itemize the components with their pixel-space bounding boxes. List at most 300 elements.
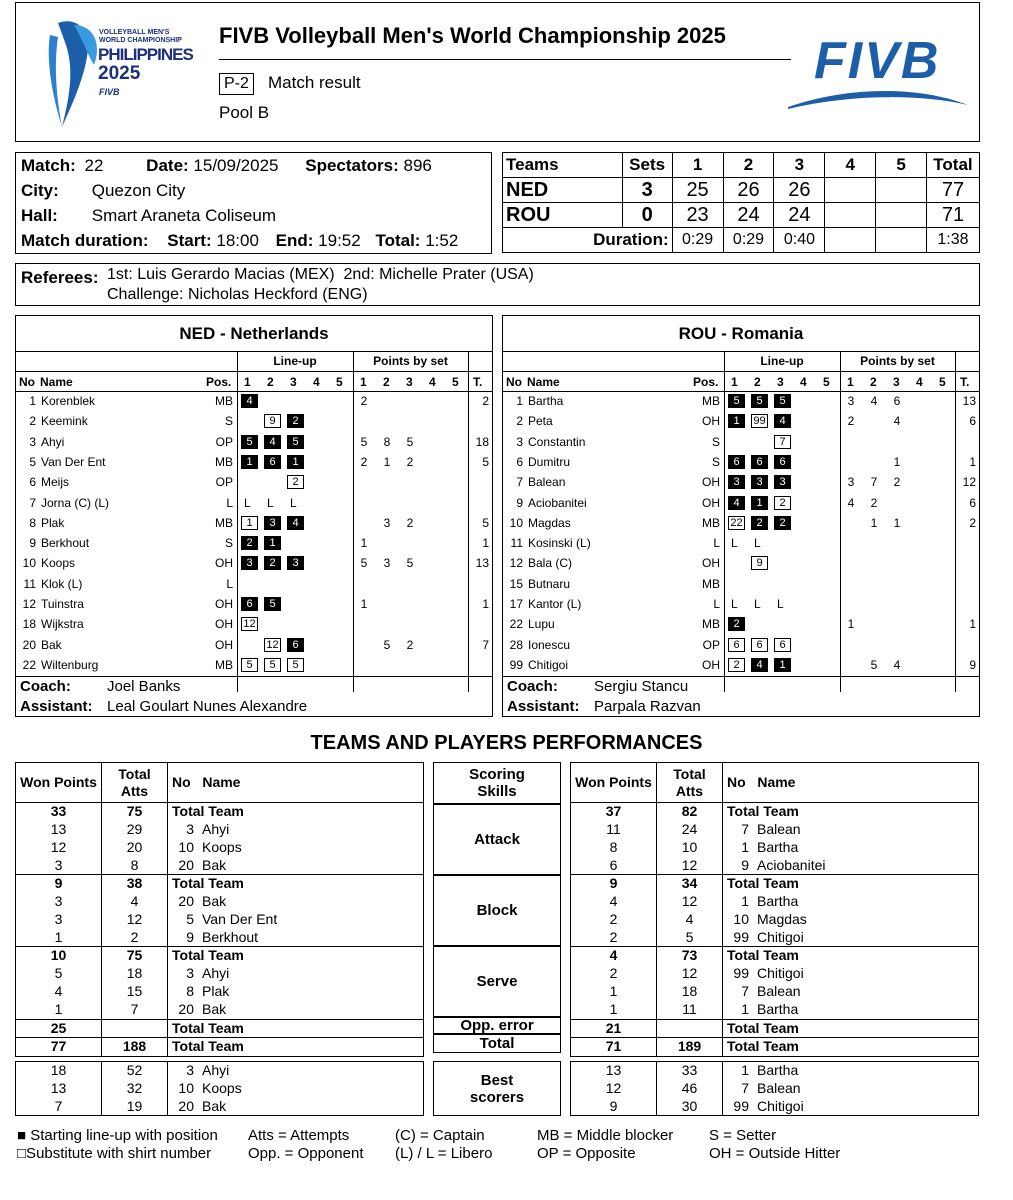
total-attempts: 20 bbox=[102, 839, 168, 857]
referees-box bbox=[15, 263, 980, 306]
player-name: Ahyi bbox=[41, 434, 65, 449]
won-points: 11 bbox=[571, 821, 657, 839]
won-points: 7 bbox=[16, 1098, 102, 1116]
starting-position-box: 2 bbox=[241, 536, 258, 550]
player-cell bbox=[168, 1080, 424, 1098]
lineup-set-header: 1 bbox=[244, 375, 251, 389]
player-name: Jorna (C) (L) bbox=[41, 495, 110, 510]
player-name: Berkhout bbox=[202, 928, 259, 945]
player-name: Van Der Ent bbox=[41, 454, 106, 469]
set-points: 4 bbox=[893, 657, 901, 672]
player-number: 12 bbox=[22, 597, 36, 611]
libero-mark: L bbox=[244, 495, 251, 510]
player-position: MB bbox=[215, 454, 233, 469]
player-name: Chitigoi bbox=[757, 1097, 804, 1114]
player-number: 9 bbox=[516, 495, 523, 510]
player-number: 99 bbox=[509, 657, 523, 672]
hall-label: Hall: bbox=[21, 206, 58, 225]
total-attempts: 12 bbox=[657, 893, 723, 911]
player-number: 10 bbox=[178, 838, 194, 855]
won-points: 2 bbox=[571, 911, 657, 929]
starting-position-box: 4 bbox=[287, 516, 304, 530]
won-points: 6 bbox=[571, 857, 657, 875]
player-number: 6 bbox=[516, 454, 523, 469]
sets-header-cell: 4 bbox=[825, 153, 876, 178]
player-name: Ionescu bbox=[528, 637, 571, 652]
total-atts-header: Total Atts bbox=[657, 763, 723, 803]
player-cell bbox=[168, 929, 424, 947]
player-cell bbox=[168, 947, 424, 965]
won-points: 33 bbox=[16, 803, 102, 821]
total-score: 71 bbox=[926, 203, 979, 228]
starting-position-box: 6 bbox=[264, 455, 281, 469]
set-points: 5 bbox=[383, 637, 391, 652]
set-points: 5 bbox=[870, 657, 878, 672]
player-position: L bbox=[226, 495, 233, 510]
player-name: Bak bbox=[41, 637, 62, 652]
total-attempts: 2 bbox=[102, 929, 168, 947]
player-position: OH bbox=[215, 617, 233, 632]
set-duration bbox=[825, 228, 876, 253]
substitute-box: 6 bbox=[774, 638, 791, 652]
player-position: OH bbox=[702, 657, 720, 672]
lineup-header: Line-up bbox=[273, 354, 317, 368]
player-name: Chitigoi bbox=[757, 928, 804, 945]
set-duration: 0:40 bbox=[774, 228, 825, 253]
player-cell bbox=[168, 1038, 424, 1057]
player-number: 99 bbox=[733, 965, 749, 982]
starting-position-box: 4 bbox=[728, 496, 745, 510]
best-scorer-row bbox=[16, 1098, 424, 1116]
player-name: Bartha bbox=[757, 1000, 799, 1017]
total-attempts bbox=[657, 1019, 723, 1038]
player-number: 3 bbox=[516, 434, 523, 449]
player-name: Balean bbox=[528, 475, 566, 490]
starting-position-box: 6 bbox=[728, 455, 745, 469]
won-points: 9 bbox=[571, 875, 657, 893]
player-cell bbox=[723, 947, 979, 965]
player-position: L bbox=[226, 576, 233, 591]
total-attempts: 12 bbox=[102, 911, 168, 929]
set-points: 2 bbox=[406, 454, 414, 469]
substitute-box: 6 bbox=[751, 638, 768, 652]
best-scorer-row bbox=[571, 1062, 979, 1080]
won-points: 10 bbox=[16, 947, 102, 965]
performance-row bbox=[571, 929, 979, 947]
player-number: 5 bbox=[186, 910, 194, 927]
player-name: Ahyi bbox=[202, 1062, 230, 1078]
set-score: 25 bbox=[672, 178, 723, 203]
set-score: 26 bbox=[774, 178, 825, 203]
player-number: 12 bbox=[509, 556, 523, 571]
logo-line3: PHILIPPINES bbox=[98, 45, 193, 64]
player-name: Tuinstra bbox=[41, 597, 84, 611]
player-name: Wijkstra bbox=[41, 617, 84, 632]
player-position: MB bbox=[702, 515, 720, 530]
lineup-set-header: 5 bbox=[823, 375, 830, 389]
no-name-header: No Name bbox=[723, 763, 979, 803]
sets-header-cell: 1 bbox=[672, 153, 723, 178]
player-number: 18 bbox=[22, 617, 36, 632]
name-header: Name bbox=[40, 375, 73, 389]
coach-line bbox=[16, 676, 492, 677]
lineup-set-header: 1 bbox=[731, 375, 738, 389]
player-position: L bbox=[713, 536, 720, 551]
best-scorers-label: Best scorers bbox=[433, 1061, 561, 1116]
referees-line2: Challenge: Nicholas Heckford (ENG) bbox=[107, 286, 368, 303]
title-divider bbox=[219, 59, 791, 60]
sets-row-ned bbox=[503, 178, 980, 203]
player-position: OH bbox=[702, 495, 720, 510]
player-position: MB bbox=[702, 617, 720, 632]
player-cell bbox=[168, 1062, 424, 1080]
player-name: Aciobanitei bbox=[528, 495, 587, 510]
performance-row bbox=[16, 839, 424, 857]
end-label: End: bbox=[275, 231, 314, 250]
starting-position-box: 6 bbox=[287, 638, 304, 652]
sets-table bbox=[502, 152, 980, 253]
player-cell bbox=[723, 929, 979, 947]
total-atts-header: Total Atts bbox=[102, 763, 168, 803]
won-points: 25 bbox=[16, 1019, 102, 1038]
substitute-box: 2 bbox=[728, 658, 745, 672]
player-number: 3 bbox=[186, 820, 194, 837]
total-attempts: 46 bbox=[657, 1080, 723, 1098]
player-number: 20 bbox=[22, 637, 36, 652]
player-cell bbox=[723, 1062, 979, 1080]
player-position: OH bbox=[702, 475, 720, 490]
won-points: 71 bbox=[571, 1038, 657, 1057]
player-cell bbox=[723, 1080, 979, 1098]
total-points: 7 bbox=[482, 637, 489, 652]
won-points: 3 bbox=[16, 911, 102, 929]
header-line bbox=[16, 391, 492, 392]
won-points: 1 bbox=[16, 1001, 102, 1019]
best-scorer-row bbox=[16, 1080, 424, 1098]
legend-item: Opp. = Opponent bbox=[248, 1145, 364, 1162]
set-points: 1 bbox=[360, 597, 368, 611]
performance-row bbox=[571, 839, 979, 857]
player-name: Bala (C) bbox=[528, 556, 573, 571]
starting-position-box: 2 bbox=[774, 516, 791, 530]
set-points: 1 bbox=[847, 617, 855, 632]
coach-name: Joel Banks bbox=[107, 678, 181, 695]
player-cell bbox=[168, 875, 424, 893]
player-name: Koops bbox=[41, 556, 76, 571]
player-position: MB bbox=[215, 515, 233, 530]
total-attempts: 75 bbox=[102, 803, 168, 821]
player-name: Korenblek bbox=[41, 394, 96, 408]
player-name: Total Team bbox=[172, 947, 244, 964]
player-position: S bbox=[711, 454, 720, 469]
player-name: Butnaru bbox=[528, 576, 571, 591]
substitute-box: 99 bbox=[751, 414, 768, 428]
starting-position-box: 4 bbox=[774, 414, 791, 428]
set-score: 24 bbox=[774, 203, 825, 228]
set-points: 6 bbox=[893, 394, 901, 408]
legend-item: (C) = Captain bbox=[395, 1127, 485, 1144]
set-score: 24 bbox=[723, 203, 774, 228]
set-score: 23 bbox=[672, 203, 723, 228]
player-name: Total Team bbox=[727, 1038, 799, 1055]
player-position: OP bbox=[215, 475, 233, 490]
total-label: Total: bbox=[375, 231, 421, 250]
player-name: Chitigoi bbox=[528, 657, 569, 672]
legend-item: S = Setter bbox=[709, 1127, 777, 1144]
set-points: 1 bbox=[383, 454, 391, 469]
lineup-header: Line-up bbox=[760, 354, 804, 368]
points-set-header: 1 bbox=[847, 375, 854, 389]
header-box bbox=[15, 2, 980, 142]
player-number: 20 bbox=[178, 892, 194, 909]
starting-position-box: 1 bbox=[241, 455, 258, 469]
skill-opp-error: Opp. error bbox=[433, 1017, 561, 1034]
player-number: 3 bbox=[186, 1062, 194, 1078]
roster-ned bbox=[15, 315, 493, 717]
header-line bbox=[503, 371, 979, 372]
sets-row-rou bbox=[503, 203, 980, 228]
player-cell bbox=[723, 857, 979, 875]
points-divider bbox=[840, 352, 841, 692]
performance-row bbox=[571, 983, 979, 1001]
set-duration: 0:29 bbox=[723, 228, 774, 253]
total-attempts: 188 bbox=[102, 1038, 168, 1057]
logo-line4: 2025 bbox=[98, 63, 141, 84]
player-number: 22 bbox=[509, 617, 523, 632]
substitute-box: 9 bbox=[264, 414, 281, 428]
total-attempts: 4 bbox=[102, 893, 168, 911]
substitute-box: 12 bbox=[264, 638, 281, 652]
total-points: 1 bbox=[482, 536, 489, 551]
performance-row bbox=[16, 911, 424, 929]
libero-mark: L bbox=[731, 597, 738, 611]
total-attempts: 5 bbox=[657, 929, 723, 947]
performance-row bbox=[16, 875, 424, 893]
set-points: 5 bbox=[406, 434, 414, 449]
player-name: Kantor (L) bbox=[528, 597, 582, 611]
player-number: 8 bbox=[186, 983, 194, 1000]
sets-header-cell: 5 bbox=[876, 153, 927, 178]
player-name: Total Team bbox=[727, 1019, 799, 1036]
player-name: Bak bbox=[202, 1000, 227, 1017]
performance-row bbox=[571, 1038, 979, 1057]
player-position: MB bbox=[215, 657, 233, 672]
performance-row bbox=[571, 875, 979, 893]
total-header: T. bbox=[960, 375, 970, 389]
starting-position-box: 2 bbox=[264, 556, 281, 570]
player-position: S bbox=[224, 536, 233, 551]
libero-mark: L bbox=[754, 597, 761, 611]
won-points: 2 bbox=[571, 929, 657, 947]
player-number: 7 bbox=[741, 983, 749, 1000]
substitute-box: 2 bbox=[287, 475, 304, 489]
player-position: MB bbox=[702, 576, 720, 591]
player-number: 28 bbox=[509, 637, 523, 652]
set-score bbox=[876, 203, 927, 228]
set-duration: 0:29 bbox=[672, 228, 723, 253]
best-scorers-table-rou bbox=[570, 1061, 979, 1116]
won-points: 1 bbox=[571, 983, 657, 1001]
roster-team-name: NED - Netherlands bbox=[16, 316, 492, 352]
player-number: 7 bbox=[516, 475, 523, 490]
player-name: Aciobanitei bbox=[757, 856, 826, 873]
won-points: 3 bbox=[16, 857, 102, 875]
player-name: Balean bbox=[757, 820, 801, 837]
points-set-header: 4 bbox=[916, 375, 923, 389]
set-points: 4 bbox=[893, 414, 901, 429]
sets-header-cell: Sets bbox=[622, 153, 672, 178]
city-label: City: bbox=[21, 181, 59, 200]
sets-duration-row bbox=[503, 228, 980, 253]
total-points: 1 bbox=[482, 597, 489, 611]
points-set-header: 1 bbox=[360, 375, 367, 389]
set-duration bbox=[876, 228, 927, 253]
player-name: Chitigoi bbox=[757, 965, 804, 982]
player-number: 1 bbox=[741, 1062, 749, 1078]
duration-label: Match duration: bbox=[21, 231, 149, 250]
starting-position-box: 1 bbox=[751, 496, 768, 510]
assistant-name: Leal Goulart Nunes Alexandre bbox=[107, 698, 308, 715]
points-set-header: 4 bbox=[429, 375, 436, 389]
player-number: 99 bbox=[733, 928, 749, 945]
player-cell bbox=[168, 1019, 424, 1038]
player-cell bbox=[168, 911, 424, 929]
team-code: NED bbox=[503, 178, 623, 203]
total-points: 13 bbox=[475, 556, 489, 571]
set-points: 3 bbox=[383, 515, 391, 530]
player-name: Ahyi bbox=[202, 820, 230, 837]
starting-position-box: 1 bbox=[728, 414, 745, 428]
match-label: Match: bbox=[21, 156, 76, 175]
player-name: Kosinski (L) bbox=[528, 536, 591, 551]
player-position: OP bbox=[215, 434, 233, 449]
total-points: 2 bbox=[482, 394, 489, 408]
player-name: Ahyi bbox=[202, 965, 230, 982]
performance-row bbox=[571, 1001, 979, 1019]
set-points: 4 bbox=[847, 495, 855, 510]
player-name: Total Team bbox=[727, 803, 799, 819]
legend-item: OP = Opposite bbox=[537, 1145, 636, 1162]
player-name: Bartha bbox=[757, 838, 799, 855]
set-points: 1 bbox=[360, 536, 368, 551]
total-points: 18 bbox=[475, 434, 489, 449]
legend-item: ■ Starting line-up with position bbox=[17, 1127, 218, 1144]
player-name: Total Team bbox=[172, 1038, 244, 1055]
set-points: 3 bbox=[383, 556, 391, 571]
total-duration: 1:38 bbox=[926, 228, 979, 253]
starting-position-box: 5 bbox=[241, 435, 258, 449]
player-number: 2 bbox=[29, 414, 36, 429]
total-attempts: 4 bbox=[657, 911, 723, 929]
set-points: 1 bbox=[870, 515, 878, 530]
player-name: Total Team bbox=[172, 875, 244, 892]
points-set-header: 3 bbox=[406, 375, 413, 389]
set-points: 2 bbox=[360, 394, 368, 408]
player-name: Koops bbox=[202, 1079, 242, 1096]
total-points: 12 bbox=[962, 475, 976, 490]
player-cell bbox=[723, 1001, 979, 1019]
won-points: 8 bbox=[571, 839, 657, 857]
total-attempts: 73 bbox=[657, 947, 723, 965]
won-points: 77 bbox=[16, 1038, 102, 1057]
won-points: 12 bbox=[16, 839, 102, 857]
starting-position-box: 5 bbox=[728, 394, 745, 408]
player-cell bbox=[723, 875, 979, 893]
won-points: 37 bbox=[571, 803, 657, 821]
player-position: OH bbox=[215, 597, 233, 611]
player-name: Keemink bbox=[41, 414, 88, 429]
player-number: 7 bbox=[741, 1079, 749, 1096]
substitute-box: 6 bbox=[728, 638, 745, 652]
starting-position-box: 6 bbox=[774, 455, 791, 469]
player-cell bbox=[168, 965, 424, 983]
lineup-set-header: 4 bbox=[313, 375, 320, 389]
player-number: 17 bbox=[509, 597, 523, 611]
total-points: 1 bbox=[969, 454, 976, 469]
document-type: Match result bbox=[268, 73, 361, 92]
player-number: 10 bbox=[509, 515, 523, 530]
sets-header-cell: Teams bbox=[503, 153, 623, 178]
total-attempts bbox=[102, 1019, 168, 1038]
performance-row bbox=[571, 857, 979, 875]
player-name: Balean bbox=[757, 983, 801, 1000]
performance-row bbox=[16, 893, 424, 911]
sets-won: 0 bbox=[622, 203, 672, 228]
starting-position-box: 3 bbox=[774, 475, 791, 489]
volleyball-logo-icon bbox=[44, 15, 104, 130]
substitute-box: 9 bbox=[751, 556, 768, 570]
best-scorers-table-ned bbox=[15, 1061, 424, 1116]
info-row-city bbox=[21, 181, 185, 201]
player-name: Total Team bbox=[172, 1019, 244, 1036]
substitute-box: 2 bbox=[774, 496, 791, 510]
player-number: 6 bbox=[29, 475, 36, 490]
starting-position-box: 4 bbox=[751, 658, 768, 672]
won-points: 21 bbox=[571, 1019, 657, 1038]
best-scorer-row bbox=[571, 1080, 979, 1098]
player-name: Balean bbox=[757, 1079, 801, 1096]
starting-position-box: 2 bbox=[287, 414, 304, 428]
match-info bbox=[15, 152, 492, 254]
coach-line bbox=[503, 676, 979, 677]
performance-table-rou bbox=[570, 762, 979, 1057]
points-header: Points by set bbox=[860, 354, 935, 368]
player-position: OP bbox=[702, 637, 720, 652]
player-number: 2 bbox=[516, 414, 523, 429]
sets-header-row bbox=[503, 153, 980, 178]
performances-title: TEAMS AND PLAYERS PERFORMANCES bbox=[310, 732, 703, 754]
best-scorer-row bbox=[571, 1098, 979, 1116]
coach-name: Sergiu Stancu bbox=[594, 678, 689, 695]
logo-line1: VOLLEYBALL MEN'S bbox=[99, 29, 170, 36]
referees-label: Referees: bbox=[21, 268, 99, 287]
legend-item: (L) / L = Libero bbox=[395, 1145, 493, 1162]
player-number: 15 bbox=[509, 576, 523, 591]
starting-position-box: 3 bbox=[264, 516, 281, 530]
player-number: 8 bbox=[29, 515, 36, 530]
total-attempts: 82 bbox=[657, 803, 723, 821]
starting-position-box: 4 bbox=[264, 435, 281, 449]
won-points: 1 bbox=[16, 929, 102, 947]
total-attempts: 12 bbox=[657, 965, 723, 983]
no-header: No bbox=[19, 375, 35, 389]
total-attempts: 52 bbox=[102, 1062, 168, 1080]
player-cell bbox=[168, 857, 424, 875]
won-points: 9 bbox=[571, 1098, 657, 1116]
total-score: 77 bbox=[926, 178, 979, 203]
total-attempts: 33 bbox=[657, 1062, 723, 1080]
points-set-header: 2 bbox=[383, 375, 390, 389]
